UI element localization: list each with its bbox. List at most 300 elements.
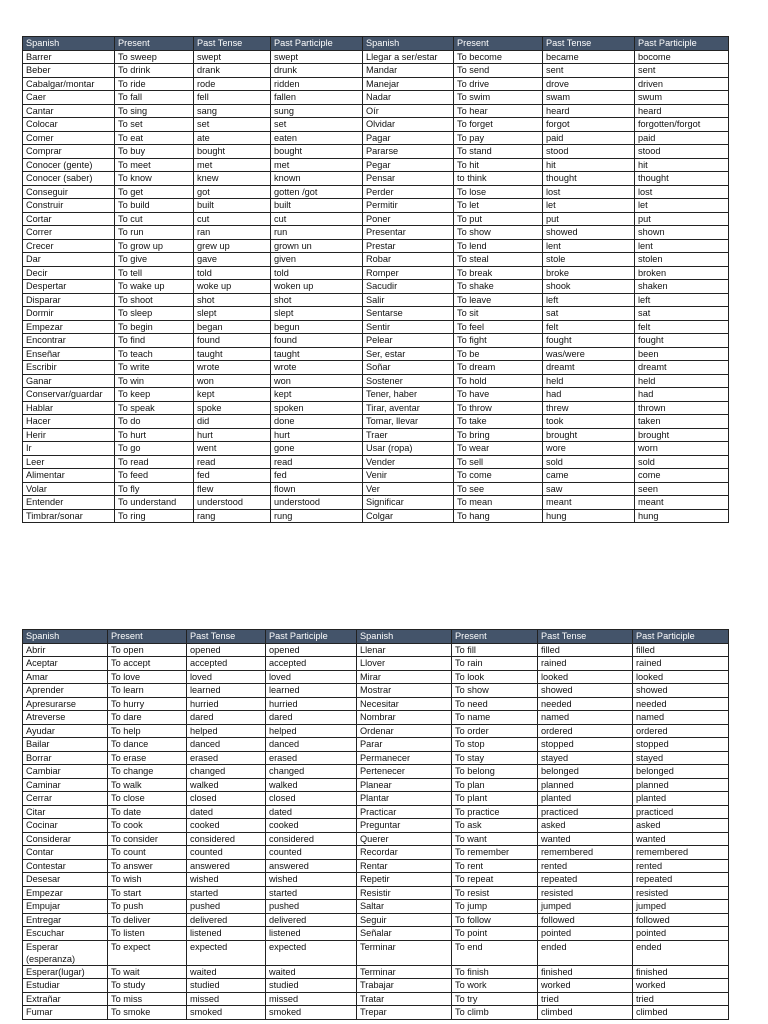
table-row bbox=[23, 347, 729, 361]
table-cell: To see bbox=[454, 482, 543, 496]
table-cell: loved bbox=[266, 670, 357, 684]
table-cell: Necesitar bbox=[357, 697, 452, 711]
table-cell: planned bbox=[538, 778, 633, 792]
column-header: Present bbox=[454, 37, 543, 51]
table-row bbox=[23, 185, 729, 199]
table-cell: shot bbox=[194, 293, 271, 307]
table-cell: understood bbox=[194, 496, 271, 510]
table-cell: Pelear bbox=[363, 334, 454, 348]
table-cell: To mean bbox=[454, 496, 543, 510]
table-cell: Sentir bbox=[363, 320, 454, 334]
table-cell: Rentar bbox=[357, 859, 452, 873]
table-cell: read bbox=[271, 455, 363, 469]
table-cell: put bbox=[543, 212, 635, 226]
table-cell: wanted bbox=[633, 832, 729, 846]
column-header: Past Participle bbox=[633, 630, 729, 644]
table-cell: To hurt bbox=[115, 428, 194, 442]
table-cell: expected bbox=[266, 940, 357, 965]
table-cell: filled bbox=[538, 643, 633, 657]
table-cell: sat bbox=[635, 307, 729, 321]
table-cell: been bbox=[635, 347, 729, 361]
table-row bbox=[23, 738, 729, 752]
table-cell: jumped bbox=[538, 900, 633, 914]
table-cell: Crecer bbox=[23, 239, 115, 253]
table-cell: Sostener bbox=[363, 374, 454, 388]
table-row bbox=[23, 859, 729, 873]
table-cell: took bbox=[543, 415, 635, 429]
table-cell: To practice bbox=[452, 805, 538, 819]
table-cell: belonged bbox=[538, 765, 633, 779]
table-cell: counted bbox=[187, 846, 266, 860]
table-cell: cut bbox=[271, 212, 363, 226]
table-cell: To buy bbox=[115, 145, 194, 159]
table-cell: won bbox=[271, 374, 363, 388]
table-cell: started bbox=[266, 886, 357, 900]
table-cell: fought bbox=[635, 334, 729, 348]
table-cell: Pagar bbox=[363, 131, 454, 145]
table-cell: erased bbox=[187, 751, 266, 765]
table-cell: To jump bbox=[452, 900, 538, 914]
table-cell: To hold bbox=[454, 374, 543, 388]
table-row bbox=[23, 374, 729, 388]
column-header: Spanish bbox=[357, 630, 452, 644]
table-cell: to think bbox=[454, 172, 543, 186]
table-cell: resisted bbox=[633, 886, 729, 900]
table-cell: showed bbox=[538, 684, 633, 698]
table-cell: stayed bbox=[633, 751, 729, 765]
table-cell: Conservar/guardar bbox=[23, 388, 115, 402]
table-cell: To answer bbox=[108, 859, 187, 873]
table-cell: stood bbox=[543, 145, 635, 159]
table-cell: To look bbox=[452, 670, 538, 684]
table-cell: To sing bbox=[115, 104, 194, 118]
table-cell: To bring bbox=[454, 428, 543, 442]
table-cell: grew up bbox=[194, 239, 271, 253]
table-cell: understood bbox=[271, 496, 363, 510]
table-cell: To wish bbox=[108, 873, 187, 887]
table-cell: Vender bbox=[363, 455, 454, 469]
table-cell: Traer bbox=[363, 428, 454, 442]
table-cell: worked bbox=[538, 979, 633, 993]
table-cell: To become bbox=[454, 50, 543, 64]
table-cell: meant bbox=[635, 496, 729, 510]
table-cell: To wait bbox=[108, 965, 187, 979]
table-cell: found bbox=[271, 334, 363, 348]
table-row bbox=[23, 778, 729, 792]
table-cell: held bbox=[635, 374, 729, 388]
table-cell: To date bbox=[108, 805, 187, 819]
table-cell: swam bbox=[543, 91, 635, 105]
table-cell: sold bbox=[635, 455, 729, 469]
table-cell: planted bbox=[538, 792, 633, 806]
table-cell: ordered bbox=[538, 724, 633, 738]
table-row bbox=[23, 77, 729, 91]
table-cell: Ganar bbox=[23, 374, 115, 388]
table-cell: hurt bbox=[194, 428, 271, 442]
table-cell: Enseñar bbox=[23, 347, 115, 361]
column-header: Past Participle bbox=[635, 37, 729, 51]
table-cell: To feel bbox=[454, 320, 543, 334]
table-cell: Caer bbox=[23, 91, 115, 105]
table-row bbox=[23, 145, 729, 159]
table-cell: To sell bbox=[454, 455, 543, 469]
table-cell: To walk bbox=[108, 778, 187, 792]
table-cell: broke bbox=[543, 266, 635, 280]
table-cell: Bailar bbox=[23, 738, 108, 752]
table-cell: belonged bbox=[633, 765, 729, 779]
table-cell: Seguir bbox=[357, 913, 452, 927]
table-row bbox=[23, 442, 729, 456]
table-row bbox=[23, 455, 729, 469]
table-cell: rented bbox=[538, 859, 633, 873]
table-cell: shaken bbox=[635, 280, 729, 294]
table-cell: read bbox=[194, 455, 271, 469]
table-cell: To write bbox=[115, 361, 194, 375]
table-cell: driven bbox=[635, 77, 729, 91]
table-cell: Prestar bbox=[363, 239, 454, 253]
table-cell: To sleep bbox=[115, 307, 194, 321]
table-row bbox=[23, 131, 729, 145]
table-cell: To sweep bbox=[115, 50, 194, 64]
table-cell: was/were bbox=[543, 347, 635, 361]
table-header-row bbox=[23, 37, 729, 51]
table-cell: wished bbox=[187, 873, 266, 887]
column-header: Present bbox=[452, 630, 538, 644]
table-cell: practiced bbox=[538, 805, 633, 819]
table-cell: To wake up bbox=[115, 280, 194, 294]
table-cell: To help bbox=[108, 724, 187, 738]
table-cell: brought bbox=[635, 428, 729, 442]
table-cell: hung bbox=[635, 509, 729, 523]
table-cell: Repetir bbox=[357, 873, 452, 887]
table-cell: Barrer bbox=[23, 50, 115, 64]
table-cell: To feed bbox=[115, 469, 194, 483]
table-cell: felt bbox=[543, 320, 635, 334]
table-cell: slept bbox=[271, 307, 363, 321]
table-cell: Colocar bbox=[23, 118, 115, 132]
table-cell: met bbox=[271, 158, 363, 172]
table-cell: To ring bbox=[115, 509, 194, 523]
table-cell: Usar (ropa) bbox=[363, 442, 454, 456]
table-cell: shook bbox=[543, 280, 635, 294]
table-cell: told bbox=[194, 266, 271, 280]
table-cell: To erase bbox=[108, 751, 187, 765]
table-cell: To stay bbox=[452, 751, 538, 765]
table-cell: sent bbox=[635, 64, 729, 78]
table-cell: Parar bbox=[357, 738, 452, 752]
table-cell: lent bbox=[543, 239, 635, 253]
table-cell: Venir bbox=[363, 469, 454, 483]
table-cell: Borrar bbox=[23, 751, 108, 765]
table-cell: drove bbox=[543, 77, 635, 91]
table-cell: To belong bbox=[452, 765, 538, 779]
table-cell: Terminar bbox=[357, 965, 452, 979]
table-row bbox=[23, 913, 729, 927]
table-cell: seen bbox=[635, 482, 729, 496]
table-cell: dreamt bbox=[543, 361, 635, 375]
table-cell: built bbox=[194, 199, 271, 213]
table-cell: To learn bbox=[108, 684, 187, 698]
table-row bbox=[23, 64, 729, 78]
table-cell: Decir bbox=[23, 266, 115, 280]
table-cell: paid bbox=[635, 131, 729, 145]
verb-table-2 bbox=[22, 629, 729, 1020]
table-cell: danced bbox=[187, 738, 266, 752]
table-cell: done bbox=[271, 415, 363, 429]
table-cell: planned bbox=[633, 778, 729, 792]
table-cell: Llenar bbox=[357, 643, 452, 657]
table-cell: To hurry bbox=[108, 697, 187, 711]
table-cell: considered bbox=[266, 832, 357, 846]
table-cell: thought bbox=[635, 172, 729, 186]
table-cell: taken bbox=[635, 415, 729, 429]
column-header: Past Tense bbox=[187, 630, 266, 644]
table-cell: known bbox=[271, 172, 363, 186]
table-cell: grown un bbox=[271, 239, 363, 253]
table-cell: To smoke bbox=[108, 1006, 187, 1020]
table-cell: knew bbox=[194, 172, 271, 186]
table-row bbox=[23, 158, 729, 172]
table-cell: To forget bbox=[454, 118, 543, 132]
table-row bbox=[23, 91, 729, 105]
table-cell: Señalar bbox=[357, 927, 452, 941]
table-cell: Colgar bbox=[363, 509, 454, 523]
table-cell: kept bbox=[271, 388, 363, 402]
table-cell: Conocer (saber) bbox=[23, 172, 115, 186]
table-cell: needed bbox=[538, 697, 633, 711]
table-cell: repeated bbox=[538, 873, 633, 887]
table-row bbox=[23, 280, 729, 294]
table-row bbox=[23, 415, 729, 429]
table-cell: fell bbox=[194, 91, 271, 105]
table-cell: danced bbox=[266, 738, 357, 752]
table-cell: Apresurarse bbox=[23, 697, 108, 711]
table-cell: Manejar bbox=[363, 77, 454, 91]
table-cell: woke up bbox=[194, 280, 271, 294]
table-cell: Escribir bbox=[23, 361, 115, 375]
table-cell: To start bbox=[108, 886, 187, 900]
table-cell: dreamt bbox=[635, 361, 729, 375]
table-cell: waited bbox=[266, 965, 357, 979]
table-row bbox=[23, 469, 729, 483]
table-row bbox=[23, 751, 729, 765]
table-cell: followed bbox=[538, 913, 633, 927]
table-cell: delivered bbox=[266, 913, 357, 927]
table-cell: remembered bbox=[633, 846, 729, 860]
table-cell: Llegar a ser/estar bbox=[363, 50, 454, 64]
table-cell: Ayudar bbox=[23, 724, 108, 738]
table-cell: lost bbox=[635, 185, 729, 199]
table-cell: To be bbox=[454, 347, 543, 361]
table-cell: To pay bbox=[454, 131, 543, 145]
table-cell: put bbox=[635, 212, 729, 226]
table-cell: Hablar bbox=[23, 401, 115, 415]
table-cell: Alimentar bbox=[23, 469, 115, 483]
table-cell: left bbox=[543, 293, 635, 307]
column-header: Past Participle bbox=[271, 37, 363, 51]
table-cell: Romper bbox=[363, 266, 454, 280]
table-cell: rode bbox=[194, 77, 271, 91]
table-cell: forgot bbox=[543, 118, 635, 132]
table-cell: fought bbox=[543, 334, 635, 348]
table-cell: looked bbox=[538, 670, 633, 684]
table-cell: pointed bbox=[633, 927, 729, 941]
table-cell: met bbox=[194, 158, 271, 172]
table-cell: To hear bbox=[454, 104, 543, 118]
table-cell: closed bbox=[266, 792, 357, 806]
table-cell: stayed bbox=[538, 751, 633, 765]
table-row bbox=[23, 320, 729, 334]
table-row bbox=[23, 846, 729, 860]
table-cell: named bbox=[633, 711, 729, 725]
table-cell: changed bbox=[187, 765, 266, 779]
table-cell: To point bbox=[452, 927, 538, 941]
table-cell: Salir bbox=[363, 293, 454, 307]
table-cell: To sit bbox=[454, 307, 543, 321]
table-cell: sat bbox=[543, 307, 635, 321]
table-cell: run bbox=[271, 226, 363, 240]
table-row bbox=[23, 428, 729, 442]
table-cell: lent bbox=[635, 239, 729, 253]
table-cell: Pensar bbox=[363, 172, 454, 186]
table-cell: thought bbox=[543, 172, 635, 186]
table-cell: To shake bbox=[454, 280, 543, 294]
column-header: Spanish bbox=[363, 37, 454, 51]
table-cell: To meet bbox=[115, 158, 194, 172]
table-cell: cooked bbox=[266, 819, 357, 833]
table-cell: To push bbox=[108, 900, 187, 914]
table-cell: drunk bbox=[271, 64, 363, 78]
table-row bbox=[23, 711, 729, 725]
table-cell: swept bbox=[271, 50, 363, 64]
table-cell: Considerar bbox=[23, 832, 108, 846]
table-cell: slept bbox=[194, 307, 271, 321]
table-row bbox=[23, 212, 729, 226]
table-cell: Tratar bbox=[357, 992, 452, 1006]
column-header: Past Participle bbox=[266, 630, 357, 644]
table-row bbox=[23, 496, 729, 510]
table-cell: To run bbox=[115, 226, 194, 240]
table-cell: Volar bbox=[23, 482, 115, 496]
table-cell: stopped bbox=[633, 738, 729, 752]
table-cell: To steal bbox=[454, 253, 543, 267]
table-cell: To work bbox=[452, 979, 538, 993]
table-cell: woken up bbox=[271, 280, 363, 294]
table-cell: To hit bbox=[454, 158, 543, 172]
table-cell: ordered bbox=[633, 724, 729, 738]
table-cell: considered bbox=[187, 832, 266, 846]
table-cell: rung bbox=[271, 509, 363, 523]
table-cell: Tirar, aventar bbox=[363, 401, 454, 415]
table-cell: Terminar bbox=[357, 940, 452, 965]
table-cell: came bbox=[543, 469, 635, 483]
table-cell: hurried bbox=[187, 697, 266, 711]
table-cell: listened bbox=[266, 927, 357, 941]
table-cell: Citar bbox=[23, 805, 108, 819]
table-cell: needed bbox=[633, 697, 729, 711]
table-row bbox=[23, 979, 729, 993]
table-cell: swum bbox=[635, 91, 729, 105]
table-cell: cooked bbox=[187, 819, 266, 833]
table-cell: expected bbox=[187, 940, 266, 965]
table-cell: Cambiar bbox=[23, 765, 108, 779]
table-cell: To understand bbox=[115, 496, 194, 510]
table-cell: practiced bbox=[633, 805, 729, 819]
table-cell: Dormir bbox=[23, 307, 115, 321]
table-cell: had bbox=[543, 388, 635, 402]
table-row bbox=[23, 670, 729, 684]
table-row bbox=[23, 266, 729, 280]
table-cell: walked bbox=[266, 778, 357, 792]
table-cell: Cantar bbox=[23, 104, 115, 118]
table-cell: To leave bbox=[454, 293, 543, 307]
table-cell: let bbox=[635, 199, 729, 213]
table-row bbox=[23, 1006, 729, 1020]
table-cell: To build bbox=[115, 199, 194, 213]
table-cell: Despertar bbox=[23, 280, 115, 294]
table-cell: Amar bbox=[23, 670, 108, 684]
table-cell: Pararse bbox=[363, 145, 454, 159]
table-cell: Querer bbox=[357, 832, 452, 846]
table-cell: wore bbox=[543, 442, 635, 456]
table-cell: pushed bbox=[187, 900, 266, 914]
table-cell: delivered bbox=[187, 913, 266, 927]
table-cell: To try bbox=[452, 992, 538, 1006]
table-cell: studied bbox=[187, 979, 266, 993]
table-cell: gone bbox=[271, 442, 363, 456]
table-cell: answered bbox=[187, 859, 266, 873]
table-cell: Leer bbox=[23, 455, 115, 469]
table-cell: Tener, haber bbox=[363, 388, 454, 402]
table-cell: opened bbox=[266, 643, 357, 657]
table-cell: To ride bbox=[115, 77, 194, 91]
table-row bbox=[23, 940, 729, 965]
table-cell: hurt bbox=[271, 428, 363, 442]
table-cell: Mostrar bbox=[357, 684, 452, 698]
table-cell: swept bbox=[194, 50, 271, 64]
table-cell: spoke bbox=[194, 401, 271, 415]
table-cell: dated bbox=[266, 805, 357, 819]
table-cell: accepted bbox=[266, 657, 357, 671]
table-cell: Resistir bbox=[357, 886, 452, 900]
table-cell: Nombrar bbox=[357, 711, 452, 725]
table-row bbox=[23, 334, 729, 348]
table-cell: found bbox=[194, 334, 271, 348]
table-cell: To take bbox=[454, 415, 543, 429]
table-cell: Abrir bbox=[23, 643, 108, 657]
table-cell: saw bbox=[543, 482, 635, 496]
table-cell: Olvidar bbox=[363, 118, 454, 132]
table-cell: Fumar bbox=[23, 1006, 108, 1020]
table-cell: set bbox=[271, 118, 363, 132]
table-row bbox=[23, 765, 729, 779]
table-cell: dared bbox=[187, 711, 266, 725]
table-cell: Ir bbox=[23, 442, 115, 456]
table-cell: heard bbox=[635, 104, 729, 118]
table-cell: To win bbox=[115, 374, 194, 388]
table-row bbox=[23, 50, 729, 64]
table-cell: Preguntar bbox=[357, 819, 452, 833]
table-cell: Soñar bbox=[363, 361, 454, 375]
table-cell: To have bbox=[454, 388, 543, 402]
table-cell: To deliver bbox=[108, 913, 187, 927]
table-cell: To fall bbox=[115, 91, 194, 105]
table-cell: To hang bbox=[454, 509, 543, 523]
table-cell: Ordenar bbox=[357, 724, 452, 738]
table-cell: wrote bbox=[271, 361, 363, 375]
table-cell: flew bbox=[194, 482, 271, 496]
table-cell: broken bbox=[635, 266, 729, 280]
